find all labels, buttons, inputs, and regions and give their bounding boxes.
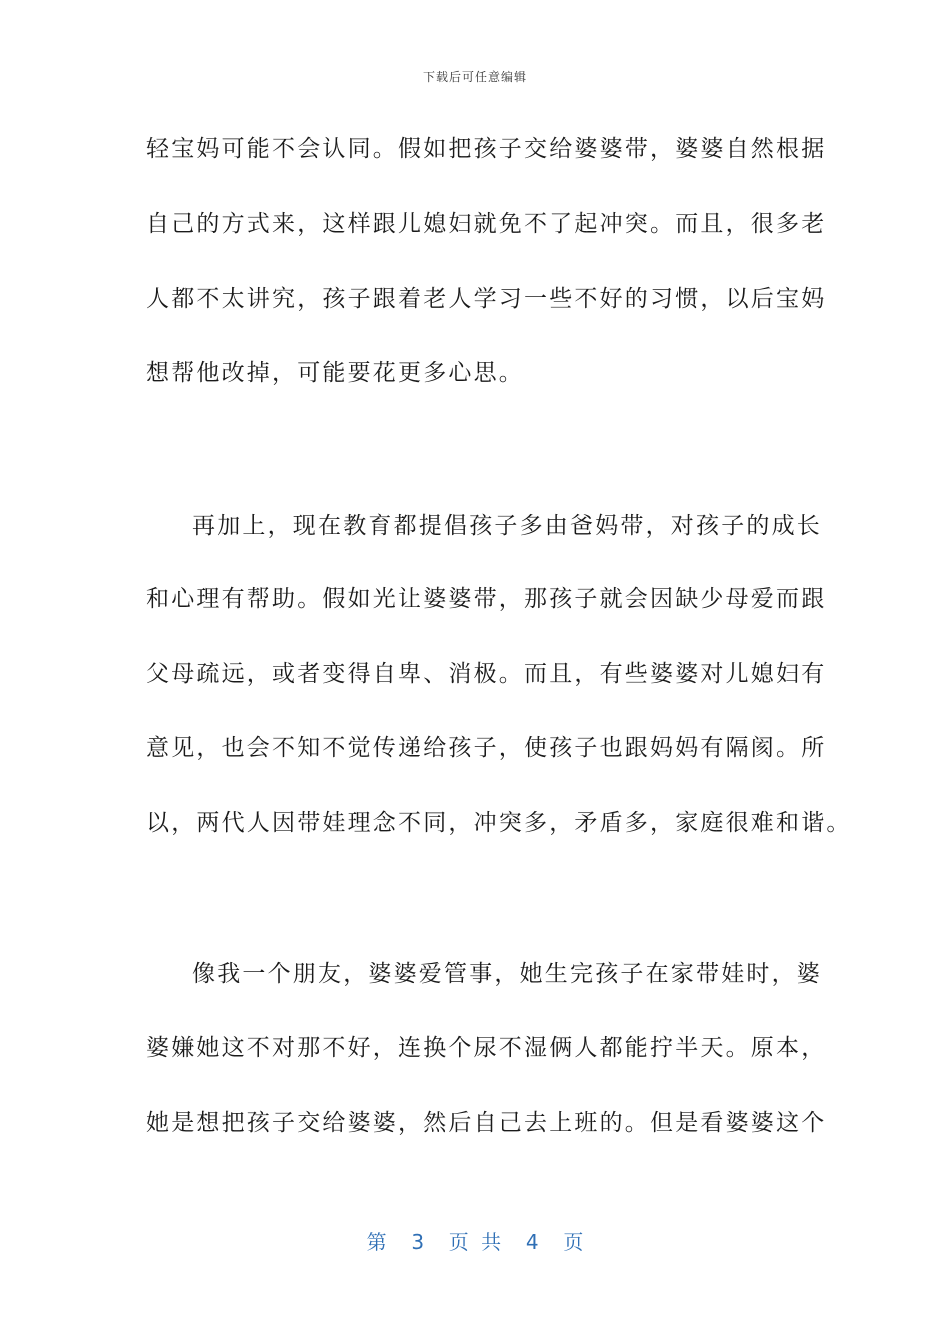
paragraph-2-line-5: 以，两代人因带娃理念不同，冲突多，矛盾多，家庭很难和谐。: [146, 810, 852, 836]
paragraph-3-line-3: 她是想把孩子交给婆婆，然后自己去上班的。但是看婆婆这个: [146, 1110, 827, 1136]
paragraph-1-line-2: 自己的方式来，这样跟儿媳妇就免不了起冲突。而且，很多老: [146, 211, 827, 237]
page-number-footer: [0, 1226, 950, 1255]
paragraph-2-line-3: 父母疏远，或者变得自卑、消极。而且，有些婆婆对儿媳妇有: [146, 661, 827, 687]
paragraph-2-line-1: 再加上，现在教育都提倡孩子多由爸妈带，对孩子的成长: [192, 513, 822, 539]
paragraph-2-line-4: 意见，也会不知不觉传递给孩子，使孩子也跟妈妈有隔阂。所: [146, 735, 827, 761]
paragraph-1-line-4: 想帮他改掉，可能要花更多心思。: [146, 360, 524, 386]
paragraph-3-line-1: 像我一个朋友，婆婆爱管事，她生完孩子在家带娃时，婆: [192, 961, 822, 987]
paragraph-3-line-2: 婆嫌她这不对那不好，连换个尿不湿俩人都能拧半天。原本，: [146, 1035, 827, 1061]
paragraph-1-line-1: 轻宝妈可能不会认同。假如把孩子交给婆婆带，婆婆自然根据: [146, 136, 827, 162]
paragraph-1-line-3: 人都不太讲究，孩子跟着老人学习一些不好的习惯，以后宝妈: [146, 286, 827, 312]
page-number-text: 第 3 页 共 4 页: [366, 1230, 584, 1254]
page-header: 下载后可任意编辑: [422, 70, 527, 84]
paragraph-2-line-2: 和心理有帮助。假如光让婆婆带，那孩子就会因缺少母爱而跟: [146, 586, 827, 612]
